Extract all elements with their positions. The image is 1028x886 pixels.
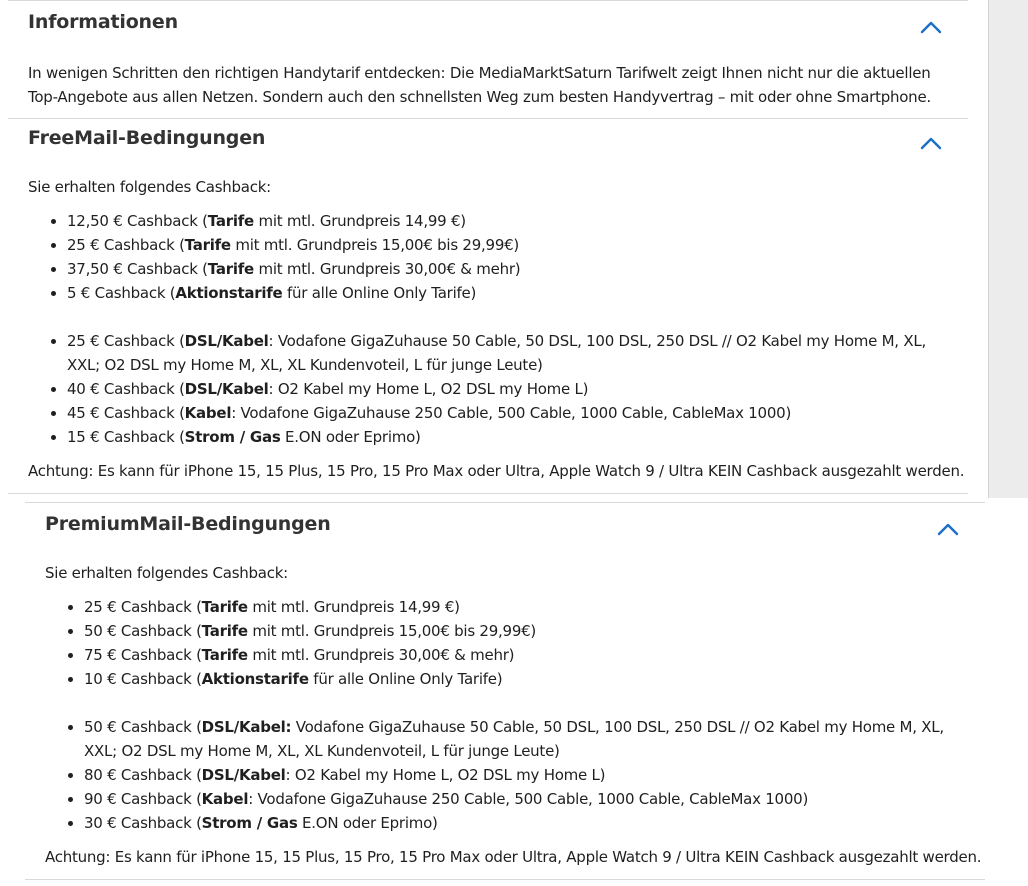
cashback-list [46,209,957,449]
list-item: • 75 € Cashback (Tarife mit mtl. Grundpreis 30,00€ & mehr) [84,643,974,667]
chevron-up-icon[interactable] [937,521,959,537]
list-item: • 25 € Cashback (Tarife mit mtl. Grundpreis 14,99 €) [84,595,974,619]
cashback-intro: Sie erhalten folgendes Cashback: [45,564,288,582]
list-item: • 25 € Cashback (Tarife mit mtl. Grundpreis 15,00€ bis 29,99€) [67,233,957,257]
cashback-intro: Sie erhalten folgendes Cashback: [28,178,271,196]
page-side-strip [988,0,1028,498]
cashback-note: Achtung: Es kann für iPhone 15, 15 Plus, 15 Pro, 15 Pro Max oder Ultra, Apple Watch 9 / Ultra KEIN Cashback ausgezahlt werden. [45,848,982,866]
accordion-title[interactable]: FreeMail-Bedingungen [28,127,266,149]
list-item: • 50 € Cashback (Tarife mit mtl. Grundpreis 15,00€ bis 29,99€) [84,619,974,643]
accordion-premiummail [25,502,985,880]
list-item: • 25 € Cashback (DSL/Kabel: Vodafone GigaZuhause 50 Cable, 50 DSL, 100 DSL, 250 DSL // O2 Kabel my Home M, XL, XXL; O2 DSL my Home M, XL, XL Kundenvoteil, L für junge Leute) [67,329,957,377]
accordion-title[interactable]: PremiumMail-Bedingungen [45,513,331,535]
cashback-list [63,595,974,835]
list-item: • 80 € Cashback (DSL/Kabel: O2 Kabel my Home L, O2 DSL my Home L) [84,763,974,787]
accordion-title[interactable]: Informationen [28,11,178,33]
cashback-note: Achtung: Es kann für iPhone 15, 15 Plus, 15 Pro, 15 Pro Max oder Ultra, Apple Watch 9 / Ultra KEIN Cashback ausgezahlt werden. [28,462,965,480]
list-item: • 50 € Cashback (DSL/Kabel: Vodafone GigaZuhause 50 Cable, 50 DSL, 100 DSL, 250 DSL // O2 Kabel my Home M, XL, XXL; O2 DSL my Home M, XL, XL Kundenvoteil, L für junge Leute) [84,715,974,763]
accordion-freemail [8,117,968,494]
list-item: • 45 € Cashback (Kabel: Vodafone GigaZuhause 250 Cable, 500 Cable, 1000 Cable, CableMax 1000) [67,401,957,425]
list-item: • 10 € Cashback (Aktionstarife für alle Online Only Tarife) [84,667,974,691]
list-item: • 30 € Cashback (Strom / Gas E.ON oder Eprimo) [84,811,974,835]
list-item: • 90 € Cashback (Kabel: Vodafone GigaZuhause 250 Cable, 500 Cable, 1000 Cable, CableMax 1000) [84,787,974,811]
list-item: • 5 € Cashback (Aktionstarife für alle Online Only Tarife) [67,281,957,305]
list-item: • 40 € Cashback (DSL/Kabel: O2 Kabel my Home L, O2 DSL my Home L) [67,377,957,401]
chevron-up-icon[interactable] [920,19,942,35]
list-item: • 12,50 € Cashback (Tarife mit mtl. Grundpreis 14,99 €) [67,209,957,233]
chevron-up-icon[interactable] [920,135,942,151]
list-item: • 15 € Cashback (Strom / Gas E.ON oder Eprimo) [67,425,957,449]
accordion-informationen [8,0,968,119]
info-text: In wenigen Schritten den richtigen Handytarif entdecken: Die MediaMarktSaturn Tarifwelt zeigt Ihnen nicht nur die aktuellen Top-Angebote aus allen Netzen. Sondern auch den schnellsten Weg zum besten Handyvertrag – mit oder ohne Smartphone. [28,64,931,106]
list-item: • 37,50 € Cashback (Tarife mit mtl. Grundpreis 30,00€ & mehr) [67,257,957,281]
